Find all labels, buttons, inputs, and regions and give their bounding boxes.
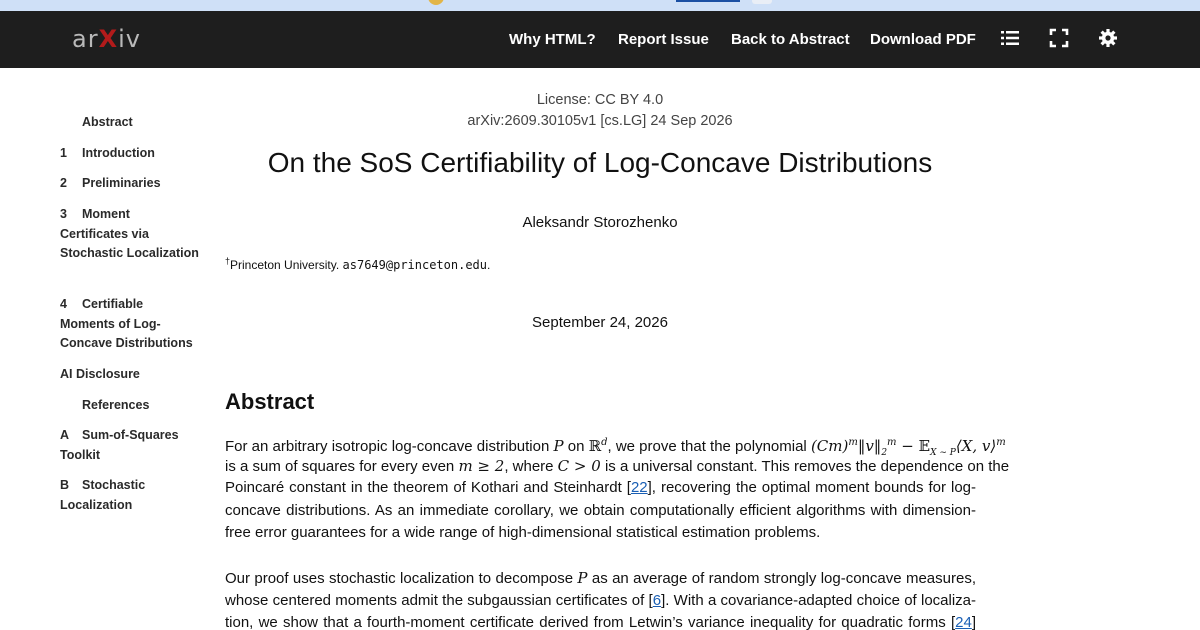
text-line: is a sum of squares for every even m ≥ 2, where C > 0 is a universal constant. This removes the dependence on the — [225, 456, 1010, 475]
abstract-heading: Abstract — [225, 389, 315, 414]
back-to-abstract-link[interactable]: Back to Abstract — [731, 31, 850, 48]
fullscreen-icon[interactable] — [1049, 28, 1069, 48]
text-line: tion, we show that a fourth-moment certificate derived from Letwin’s variance inequality for quadratic forms [24] — [225, 614, 976, 630]
arxiv-logo[interactable]: arXiv — [72, 25, 141, 53]
author-affiliation: †Princeton University. as7649@princeton.edu. — [225, 256, 491, 272]
arxiv-id-line: arXiv:2609.30105v1 [cs.LG] 24 Sep 2026 — [467, 113, 733, 129]
announcement-banner — [0, 0, 1200, 11]
text-line: concave distributions. As an immediate corollary, we obtain computationally efficient algorithms with dimension- — [225, 501, 976, 519]
report-issue-link[interactable]: Report Issue — [618, 31, 709, 48]
banner-link[interactable] — [676, 0, 740, 2]
why-html-link[interactable]: Why HTML? — [509, 31, 596, 48]
download-pdf-link[interactable]: Download PDF — [870, 31, 976, 48]
toc-item-references[interactable]: References — [82, 398, 150, 412]
toc-item-abstract[interactable]: Abstract — [82, 115, 133, 129]
top-navigation-bar — [0, 11, 1200, 68]
toc-item-preliminaries[interactable]: 2 Preliminaries — [60, 176, 161, 190]
text-line: For an arbitrary isotropic log-concave distribution P on ℝ$^d$, we prove that the polynomial $(Cm)^m‖v‖_2^m$ − 𝔼$_{X \sim P}$⟨X, v⟩$^m$ — [225, 437, 1006, 458]
list-icon[interactable] — [1000, 28, 1020, 48]
toc-item-sos-toolkit[interactable]: A Sum-of-Squares Toolkit — [60, 428, 179, 462]
toc-item-stochastic-localization[interactable]: B Stochastic Localization — [60, 478, 146, 512]
text-line: free error guarantees for a wide range of high-dimensional statistical estimation problems. — [225, 524, 821, 541]
toc-item-introduction[interactable]: 1 Introduction — [60, 146, 155, 160]
license-line: License: CC BY 4.0 — [536, 92, 664, 108]
citation-link[interactable]: 6 — [652, 591, 662, 609]
toc-item-ai-disclosure[interactable]: AI Disclosure — [60, 367, 140, 381]
toc-item-moment-certificates[interactable]: 3 Moment Certificates via Stochastic Localization — [60, 207, 199, 260]
text-line: Poincaré constant in the theorem of Kothari and Steinhardt [22], recovering the optimal moment bounds for log- — [225, 479, 977, 496]
paper-title: On the SoS Certifiability of Log-Concave Distributions — [267, 147, 933, 178]
citation-link[interactable]: 22 — [630, 479, 648, 496]
text-line: Our proof uses stochastic localization to decompose P as an average of random strongly log-concave measures, — [225, 569, 976, 587]
text-line: whose centered moments admit the subgaussian certificates of [6]. With a covariance-adapted choice of localiza- — [225, 591, 977, 609]
banner-emoji-icon — [428, 0, 444, 5]
banner-close-button[interactable] — [752, 0, 772, 4]
author-email[interactable]: as7649@princeton.edu — [342, 258, 488, 272]
author-name: Aleksandr Storozhenko — [522, 214, 678, 231]
settings-icon[interactable] — [1098, 28, 1118, 48]
toc-item-certifiable-moments[interactable]: 4 Certifiable Moments of Log-Concave Distributions — [60, 297, 193, 350]
citation-link[interactable]: 24 — [955, 614, 972, 630]
paper-date: September 24, 2026 — [532, 314, 668, 331]
